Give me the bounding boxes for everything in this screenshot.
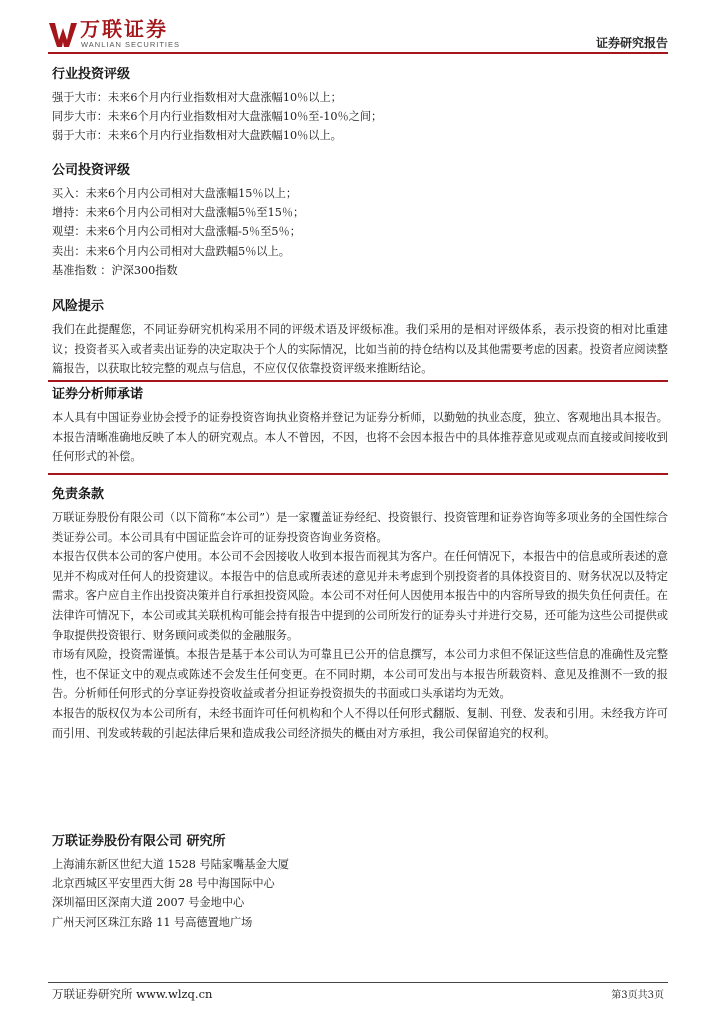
company-rating-item: 买入：未来6个月内公司相对大盘涨幅15％以上； (52, 187, 298, 200)
research-institute-title: 万联证券股份有限公司 研究所 (52, 834, 226, 849)
disclaimer-section (52, 486, 668, 743)
analyst-section (52, 386, 668, 467)
risk-section (52, 298, 668, 379)
company-rating-item: 观望：未来6个月内公司相对大盘涨幅-5％至5％； (52, 225, 301, 239)
disclaimer-paragraph: 市场有风险，投资需谨慎。本报告是基于本公司认为可靠且已公开的信息撰写，本公司力求但不保证这些信息的准确性及完整性，也不保证文中的观点或陈述不会发生任何变更。在不同时期，本公司可发出与本报告所载资料、意见及推测不一致的报告。分析师任何形式的分享证券投资收益或者分担证券投资损失的书面或口头承诺均为无效。 (52, 648, 668, 701)
industry-rating-item: 同步大市：未来6个月内行业指数相对大盘涨幅10％至-10％之间； (52, 110, 383, 124)
page-number: 第3页共3页 (611, 990, 664, 1001)
address-line: 上海浦东新区世纪大道 1528 号陆家嘴基金大厦 (52, 858, 289, 871)
company-rating-item: 卖出：未来6个月内公司相对大盘跌幅5％以上。 (52, 244, 290, 258)
company-rating-item: 增持：未来6个月内公司相对大盘涨幅5％至15％； (52, 206, 305, 220)
company-rating-section (52, 162, 668, 280)
company-logo (48, 18, 188, 48)
section-divider (48, 473, 668, 475)
address-line: 北京西城区平安里西大街 28 号中海国际中心 (52, 877, 275, 891)
disclaimer-paragraph: 本报告仅供本公司的客户使用。本公司不会因接收人收到本报告而视其为客户。在任何情况下，本报告中的信息或所表述的意见并不构成对任何人的投资建议。本报告中的信息或所表述的意见并未考虑到个别投资者的具体投资目的、财务状况以及特定需求。客户应自主作出投资决策并自行承担投资风险。本公司不对任何人因使用本报告中的内容所导致的损失负任何责任。在法律许可情况下，本公司或其关联机构可能会持有报告中提到的公司所发行的证券头寸并进行交易，还可能为这些公司提供或争取提供投资银行、财务顾问或类似的金融服务。 (52, 550, 668, 642)
analyst-text: 本人具有中国证券业协会授予的证券投资咨询执业资格并登记为证券分析师，以勤勉的执业态度，独立、客观地出具本报告。本报告清晰准确地反映了本人的研究观点。本人不曾因，不因，也将不会因本报告中的具体推荐意见或观点而直接或间接收到任何形式的补偿。 (52, 411, 668, 464)
industry-rating-title: 行业投资评级 (52, 67, 131, 82)
industry-rating-section (52, 66, 668, 146)
section-divider (48, 380, 668, 382)
industry-rating-item: 强于大市：未来6个月内行业指数相对大盘涨幅10％以上； (52, 91, 342, 104)
logo-text-en: WANLIAN SECURITIES (81, 40, 180, 49)
address-section (52, 830, 668, 932)
analyst-title: 证券分析师承诺 (52, 387, 144, 402)
address-line: 广州天河区珠江东路 11 号高德置地广场 (52, 915, 253, 929)
disclaimer-paragraph: 本报告的版权仅为本公司所有，未经书面许可任何机构和个人不得以任何形式翻版、复制、刊登、发表和引用。未经我方许可而引用、刊发或转载的引起法律后果和造成我公司经济损失的概由对方承担，我公司保留追究的权利。 (52, 706, 668, 740)
industry-rating-item: 弱于大市：未来6个月内行业指数相对大盘跌幅10％以上。 (52, 129, 342, 143)
company-rating-title: 公司投资评级 (52, 163, 131, 178)
wanlian-logo-icon (48, 20, 78, 48)
header-divider (48, 52, 668, 54)
disclaimer-title: 免责条款 (52, 487, 105, 502)
disclaimer-paragraph: 万联证券股份有限公司（以下简称“本公司”）是一家覆盖证券经纪、投资银行、投资管理和证券咨询等多项业务的全国性综合类证券公司。本公司具有中国证监会许可的证券投资咨询业务资格。 (52, 511, 668, 544)
benchmark-index: 基准指数 ：沪深300指数 (52, 263, 178, 277)
logo-text-cn: 万联证券 (80, 17, 168, 41)
address-line: 深圳福田区深南大道 2007 号金地中心 (52, 896, 245, 910)
footer-divider (48, 982, 668, 983)
footer-source: 万联证券研究所 www.wlzq.cn (52, 987, 213, 1001)
risk-text: 我们在此提醒您，不同证券研究机构采用不同的评级术语及评级标准。我们采用的是相对评级体系，表示投资的相对比重建议；投资者买入或者卖出证券的决定取决于个人的实际情况，比如当前的持仓结构以及其他需要考虑的因素。投资者应阅读整篇报告，以获取比较完整的观点与信息，不应仅仅依靠投资评级来推断结论。 (52, 323, 668, 376)
report-type-label: 证券研究报告 (595, 36, 668, 50)
risk-title: 风险提示 (52, 299, 105, 314)
